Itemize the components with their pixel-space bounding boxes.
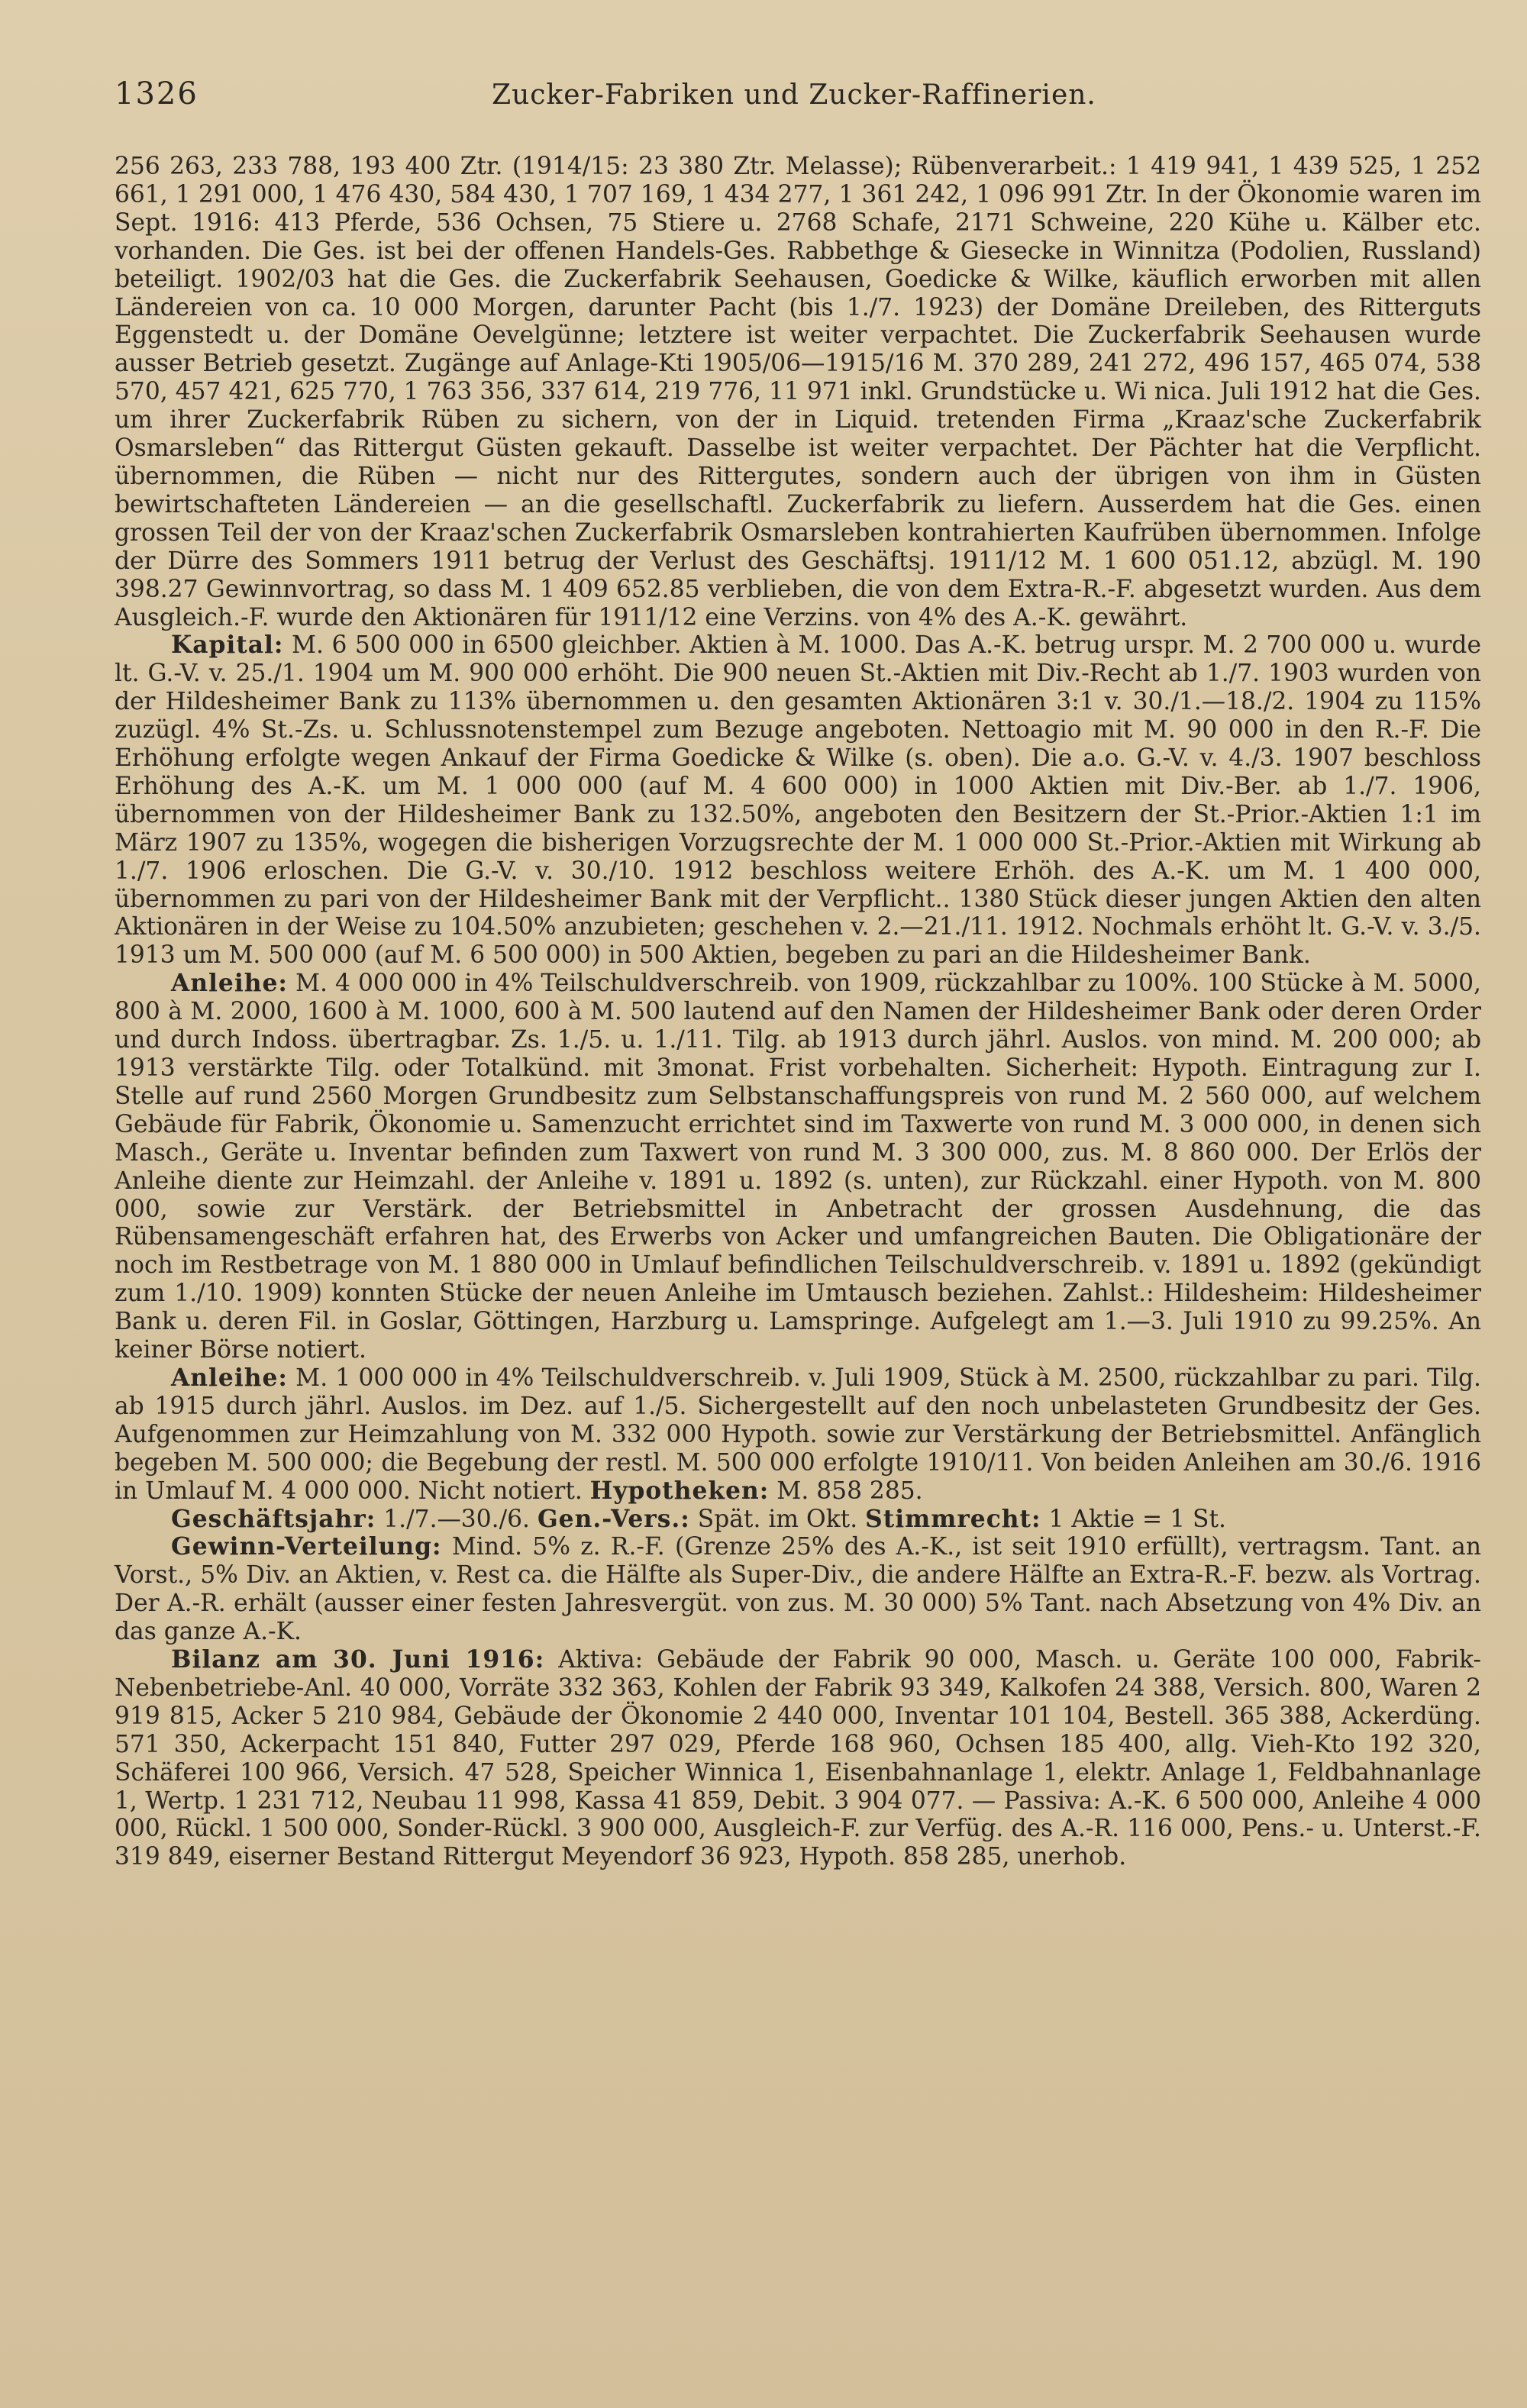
paragraph-bilanz bbox=[115, 1646, 1481, 1871]
running-title: Zucker-Fabriken und Zucker-Raffinerien. bbox=[492, 79, 1096, 111]
section-label: Kapital: bbox=[171, 631, 284, 660]
paragraph-gewinn-verteilung bbox=[115, 1533, 1481, 1646]
section-label: Anleihe: bbox=[171, 970, 288, 998]
paragraph-text: Aktiva: Gebäude der Fabrik 90 000, Masch. u. Geräte 100 000, Fabrik-Nebenbetriebe-Anl. 40 000, Vorräte 332 363, Kohlen der Fabrik 93 349, Kalkofen 24 388, Versich. 800, Waren 2 919 815, Acker 5 210 984, Gebäude der Ökonomie 2 440 000, Inventar 101 104, Bestell. 365 388, Ackerdüng. 571 350, Ackerpacht 151 840, Futter 297 029, Pferde 168 960, Ochsen 185 400, allg. Vieh-Kto 192 320, Schäferei 100 966, Versich. 47 528, Speicher Winnica 1, Eisenbahnanlage 1, elektr. Anlage 1, Feldbahnanlage 1, Wertp. 1 231 712, Neubau 11 998, Kassa 41 859, Debit. 3 904 077. — Passiva: A.-K. 6 500 000, Anleihe 4 000 000, Rückl. 1 500 000, Sonder-Rückl. 3 900 000, Ausgleich-F. zur Verfüg. des A.-R. 116 000, Pens.- u. Unterst.-F. 319 849, eiserner Bestand Rittergut Meyendorf 36 923, Hypoth. 858 285, unerhob. bbox=[115, 1646, 1481, 1871]
paragraph-anleihe-2 bbox=[115, 1364, 1481, 1506]
page-header bbox=[115, 76, 1474, 122]
paragraph-text: 1 Aktie = 1 St. bbox=[1048, 1505, 1226, 1533]
paragraph-text: M. 4 000 000 in 4% Teilschuldverschreib. von 1909, rückzahlbar zu 100%. 100 Stücke à M. 5000, 800 à M. 2000, 1600 à M. 1000, 600 à M. 500 lautend auf den Namen der Hildesheimer Bank oder deren Order und durch Indoss. übertragbar. Zs. 1./5. u. 1./11. Tilg. ab 1913 durch jährl. Auslos. von mind. M. 200 000; ab 1913 verstärkte Tilg. oder Totalkünd. mit 3monat. Frist vorbehalten. Sicherheit: Hypoth. Eintragung zur I. Stelle auf rund 2560 Morgen Grundbesitz zum Selbstanschaffungspreis von rund M. 2 560 000, auf welchem Gebäude für Fabrik, Ökonomie u. Samenzucht errichtet sind im Taxwerte von rund M. 3 000 000, in denen sich Masch., Geräte u. Inventar befinden zum Taxwert von rund M. 3 300 000, zus. M. 8 860 000. Der Erlös der Anleihe diente zur Heimzahl. der Anleihe v. 1891 u. 1892 (s. unten), zur Rückzahl. einer Hypoth. von M. 800 000, sowie zur Verstärk. der Betriebsmittel in Anbetracht der grossen Ausdehnung, die das Rübensamengeschäft erfahren hat, des Erwerbs von Acker und umfangreichen Bauten. Die Obligationäre der noch im Restbetrage von M. 1 880 000 in Umlauf befindlichen Teilschuldverschreib. v. 1891 u. 1892 (gekündigt zum 1./10. 1909) konnten Stücke der neuen Anleihe im Umtausch beziehen. Zahlst.: Hildesheim: Hildesheimer Bank u. deren Fil. in Goslar, Göttingen, Harzburg u. Lamspringe. Aufgelegt am 1.—3. Juli 1910 zu 99.25%. An keiner Börse notiert. bbox=[115, 970, 1481, 1364]
paragraph-text: M. 1 000 000 in 4% Teilschuldverschreib. v. Juli 1909, Stück à M. 2500, rückzahlbar zu pari. Tilg. ab 1915 durch jährl. Auslos. im Dez. auf 1./5. Sichergestellt auf den noch unbelasteten Grundbesitz der Ges. Aufgenommen zur Heimzahlung von M. 332 000 Hypoth. sowie zur Verstärkung der Betriebsmittel. Anfänglich begeben M. 500 000; die Begebung der restl. M. 500 000 erfolgte 1910/11. Von beiden Anleihen am 30./6. 1916 in Umlauf M. 4 000 000. Nicht notiert. bbox=[115, 1364, 1482, 1505]
paragraph-anleihe-1 bbox=[115, 970, 1481, 1364]
section-label: Gewinn-Verteilung: bbox=[171, 1533, 442, 1561]
paragraph-text: M. 858 285. bbox=[776, 1477, 923, 1505]
section-label: Bilanz am 30. Juni 1916: bbox=[171, 1646, 545, 1674]
paragraph-text: 256 263, 233 788, 193 400 Ztr. (1914/15: 23 380 Ztr. Melasse); Rübenverarbeit.: 1 419 941, 1 439 525, 1 252 661, 1 291 000, 1 476 430, 584 430, 1 707 169, 1 434 277, 1 361 242, 1 096 991 Ztr. In der Ökonomie waren im Sept. 1916: 413 Pferde, 536 Ochsen, 75 Stiere u. 2768 Schafe, 2171 Schweine, 220 Kühe u. Kälber etc. vorhanden. Die Ges. ist bei der offenen Handels-Ges. Rabbethge & Giesecke in Winnitza (Podolien, Russland) beteiligt. 1902/03 hat die Ges. die Zuckerfabrik Seehausen, Goedicke & Wilke, käuflich erworben mit allen Ländereien von ca. 10 000 Morgen, darunter Pacht (bis 1./7. 1923) der Domäne Dreileben, des Ritterguts Eggenstedt u. der Domäne Oevelgünne; letztere ist weiter verpachtet. Die Zuckerfabrik Seehausen wurde ausser Betrieb gesetzt. Zugänge auf Anlage-Kti 1905/06—1915/16 M. 370 289, 241 272, 496 157, 465 074, 538 570, 457 421, 625 770, 1 763 356, 337 614, 219 776, 11 971 inkl. Grundstücke u. Wi nica. Juli 1912 hat die Ges. um ihrer Zuckerfabrik Rüben zu sichern, von der in Liquid. tretenden Firma „Kraaz'sche Zuckerfabrik Osmarsleben“ das Rittergut Güsten gekauft. Dasselbe ist weiter verpachtet. Der Pächter hat die Verpflicht. übernommen, die Rüben — nicht nur des Rittergutes, sondern auch der übrigen von ihm in Güsten bewirtschafteten Ländereien — an die gesellschaftl. Zuckerfabrik zu liefern. Ausserdem hat die Ges. einen grossen Teil der von der Kraaz'schen Zuckerfabrik Osmarsleben kontrahierten Kaufrüben übernommen. Infolge der Dürre des Sommers 1911 betrug der Verlust des Geschäftsj. 1911/12 M. 1 600 051.12, abzügl. M. 190 398.27 Gewinnvortrag, so dass M. 1 409 652.85 verblieben, die von dem Extra-R.-F. abgesetzt wurden. Aus dem Ausgleich.-F. wurde den Aktionären für 1911/12 eine Verzins. von 4% des A.-K. gewährt. bbox=[115, 153, 1481, 631]
page-body bbox=[115, 153, 1481, 1871]
section-label: Anleihe: bbox=[171, 1364, 288, 1392]
section-label-hypotheken: Hypotheken: bbox=[589, 1477, 770, 1505]
page-number: 1326 bbox=[115, 76, 199, 111]
paragraph-geschaeftsjahr bbox=[115, 1506, 1481, 1534]
paragraph-kapital bbox=[115, 631, 1481, 970]
paragraph-text: 1./7.—30./6. bbox=[383, 1505, 530, 1533]
section-label-stimmrecht: Stimmrecht: bbox=[865, 1505, 1041, 1533]
section-label-gen-vers: Gen.-Vers.: bbox=[537, 1505, 690, 1533]
paragraph-text: Mind. 5% z. R.-F. (Grenze 25% des A.-K., ist seit 1910 erfüllt), vertragsm. Tant. an Vorst., 5% Div. an Aktien, v. Rest ca. die Hälfte als Super-Div., die andere Hälfte an Extra-R.-F. bezw. als Vortrag. Der A.-R. erhält (ausser einer festen Jahresvergüt. von zus. M. 30 000) 5% Tant. nach Absetzung von 4% Div. an das ganze A.-K. bbox=[115, 1533, 1481, 1646]
section-label: Geschäftsjahr: bbox=[171, 1505, 376, 1533]
paragraph-text: Spät. im Okt. bbox=[697, 1505, 858, 1533]
paragraph-text: M. 6 500 000 in 6500 gleichber. Aktien à M. 1000. Das A.-K. betrug urspr. M. 2 700 000 u. wurde lt. G.-V. v. 25./1. 1904 um M. 900 000 erhöht. Die 900 neuen St.-Aktien mit Div.-Recht ab 1./7. 1903 wurden von der Hildesheimer Bank zu 113% übernommen u. den gesamten Aktionären 3:1 v. 30./1.—18./2. 1904 zu 115% zuzügl. 4% St.-Zs. u. Schlussnotenstempel zum Bezuge angeboten. Nettoagio mit M. 90 000 in den R.-F. Die Erhöhung erfolgte wegen Ankauf der Firma Goedicke & Wilke (s. oben). Die a.o. G.-V. v. 4./3. 1907 beschloss Erhöhung des A.-K. um M. 1 000 000 (auf M. 4 600 000) in 1000 Aktien mit Div.-Ber. ab 1./7. 1906, übernommen von der Hildesheimer Bank zu 132.50%, angeboten den Besitzern der St.-Prior.-Aktien 1:1 im März 1907 zu 135%, wogegen die bisherigen Vorzugsrechte der M. 1 000 000 St.-Prior.-Aktien mit Wirkung ab 1./7. 1906 erloschen. Die G.-V. v. 30./10. 1912 beschloss weitere Erhöh. des A.-K. um M. 1 400 000, übernommen zu pari von der Hildesheimer Bank mit der Verpflicht.. 1380 Stück dieser jungen Aktien den alten Aktionären in der Weise zu 104.50% anzubieten; geschehen v. 2.—21./11. 1912. Nochmals erhöht lt. G.-V. v. 3./5. 1913 um M. 500 000 (auf M. 6 500 000) in 500 Aktien, begeben zu pari an die Hildesheimer Bank. bbox=[115, 631, 1481, 970]
paragraph-company-history bbox=[115, 153, 1481, 631]
